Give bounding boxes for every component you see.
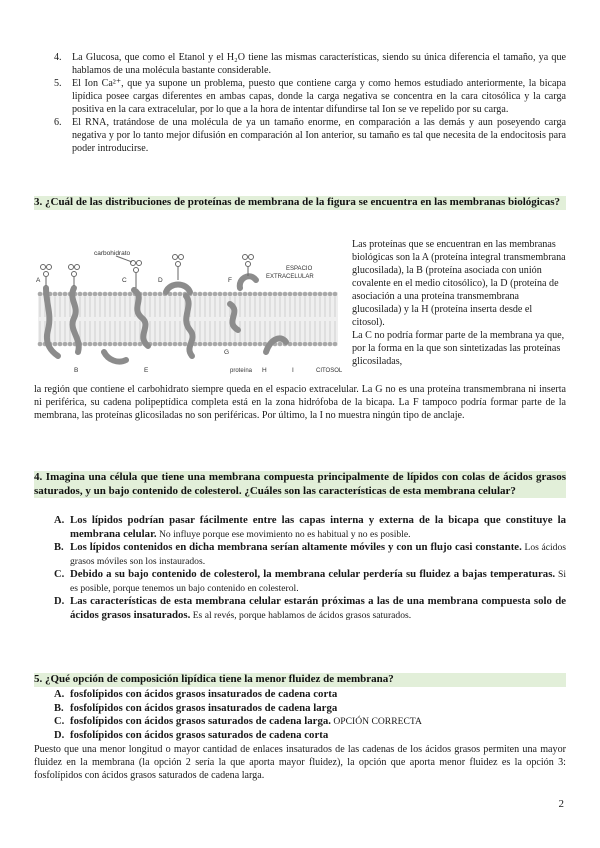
carbohydrate-label: carbohidrato — [94, 250, 131, 257]
question-4-heading: 4. Imagina una célula que tiene una membrana compuesta principalmente de lípidos con colas de ácidos grasos saturados, y un bajo contenido de colesterol. ¿Cuáles son las características de esta membrana celular? — [34, 471, 566, 497]
letter-a: A — [36, 277, 41, 284]
membrane-protein-figure — [34, 234, 350, 380]
letter-e: E — [144, 367, 149, 374]
intro-item-5: 5. El Ion Ca²⁺, que ya supone un problema, puesto que contiene carga y como hemos estudiado anteriormente, la bicapa lipídica posee cargas diferentes en ambas capas, donde la carga negativa se concentra en la cara citosólica y la carga positiva en la cara extracelular, por lo que a la hora de intentar difundirse tal Ion se ve repelido por su carga. — [54, 78, 566, 115]
protein-b — [104, 352, 126, 362]
page-number: 2 — [558, 798, 564, 810]
q4-option-d: D. Las características de esta membrana celular estarán próximas a las de una membrana compuesta solo de ácidos grasos insaturados. Es al revés, porque hablamos de ácidos grasos saturados. — [54, 595, 566, 621]
q5-option-d: D. fosfolípidos con ácidos grasos saturados de cadena corta — [54, 728, 329, 741]
q4-options — [54, 514, 566, 622]
protein-label: proteína — [230, 368, 253, 374]
letter-c: C — [122, 277, 127, 284]
protein-d — [166, 285, 190, 293]
q5-option-b: B. fosfolípidos con ácidos grasos insaturados de cadena larga — [54, 701, 338, 714]
intro-list — [54, 51, 566, 155]
question-5-heading: 5. ¿Qué opción de composición lipídica tiene la menor fluidez de membrana? — [34, 673, 566, 687]
intro-item-6: 6. El RNA, tratándose de una molécula de ya un tamaño enorme, en comparación a las demás y aun poseyendo carga negativa y por lo tanto mejor difusión en comparación al Ion anterior, su tamaño es tal que necesita de la endocitosis para poder introducirse. — [54, 117, 566, 154]
carbohydrate-stalks — [46, 256, 248, 288]
space-label-2: EXTRACELULAR — [266, 274, 314, 280]
q5-conclusion: Puesto que una menor longitud o mayor cantidad de enlaces insaturados de las cadenas de los ácidos grasos permiten una mayor fluidez en la membrana (la opción 2 sería la que aporta mayor fluidez), la opción que aporta menor fluidez es la opción 3: fosfolípidos con ácidos grasos saturados de cadena larga. — [34, 744, 566, 781]
protein-f — [240, 276, 256, 288]
q3-side-text: Las proteínas que se encuentran en las membranas biológicas son la A (proteína integral transmembrana glucosilada), la B (proteína asociada con unión covalente en el medio citosólico), la D (proteína de asociación a una proteína transmembrana glucosilada) y la H (proteína inserta desde el citosol). La C no podría formar parte de la membrana ya que, por la forma en la que son sintetizadas las proteínas glicosiladas, — [352, 239, 566, 367]
q4-option-a: A. Los lípidos podrían pasar fácilmente entre las capas interna y externa de la bicapa que constituye la membrana celular. No influye porque ese movimiento no es habitual y no es posible. — [54, 514, 566, 540]
q5-option-a: A. fosfolípidos con ácidos grasos insaturados de cadena corta — [54, 688, 338, 700]
letter-h: H — [262, 367, 267, 374]
letter-i: I — [292, 367, 294, 374]
q3-full-text: la región que contiene el carbohidrato siempre queda en el espacio extracelular. La G no es una proteína transmembrana ni inserta ni periférica, su cadena polipeptídica completa está en la zona hidrófoba de la bicapa. La F tampoco podría formar parte de la membrana, las proteínas glicosiladas no son periféricas. Por último, la I no muestra ningún tipo de anclaje. — [34, 384, 566, 421]
cytosol-label: CITOSOL — [316, 368, 343, 374]
letter-d: D — [158, 277, 163, 284]
intro-item-4: 4. La Glucosa, que como el Etanol y el H₂O tiene las mismas características, siendo su única diferencia el tamaño, ya que hablamos de una molécula bastante considerable. — [54, 52, 566, 76]
letter-b: B — [74, 367, 79, 374]
q4-option-b: B. Los lípidos contenidos en dicha membrana serían altamente móviles y con un flujo casi constante. Los ácidos grasos móviles son los instaurados. — [54, 541, 566, 567]
letter-g: G — [224, 349, 230, 356]
q4-option-c: C. Debido a su bajo contenido de colesterol, la membrana celular perdería su fluidez a bajas temperaturas. Si es posible, porque tenemos un bajo contenido en colesterol. — [54, 568, 566, 594]
q5-options — [54, 688, 566, 742]
q5-option-c: C. fosfolípidos con ácidos grasos saturados de cadena larga. OPCIÓN CORRECTA — [54, 715, 422, 727]
carbohydrate-chains — [41, 255, 254, 277]
question-3-heading: 3. ¿Cuál de las distribuciones de proteínas de membrana de la figura se encuentra en las membranas biológicas? — [34, 196, 566, 210]
space-label-1: ESPACIO — [286, 266, 313, 272]
letter-f: F — [228, 277, 232, 284]
